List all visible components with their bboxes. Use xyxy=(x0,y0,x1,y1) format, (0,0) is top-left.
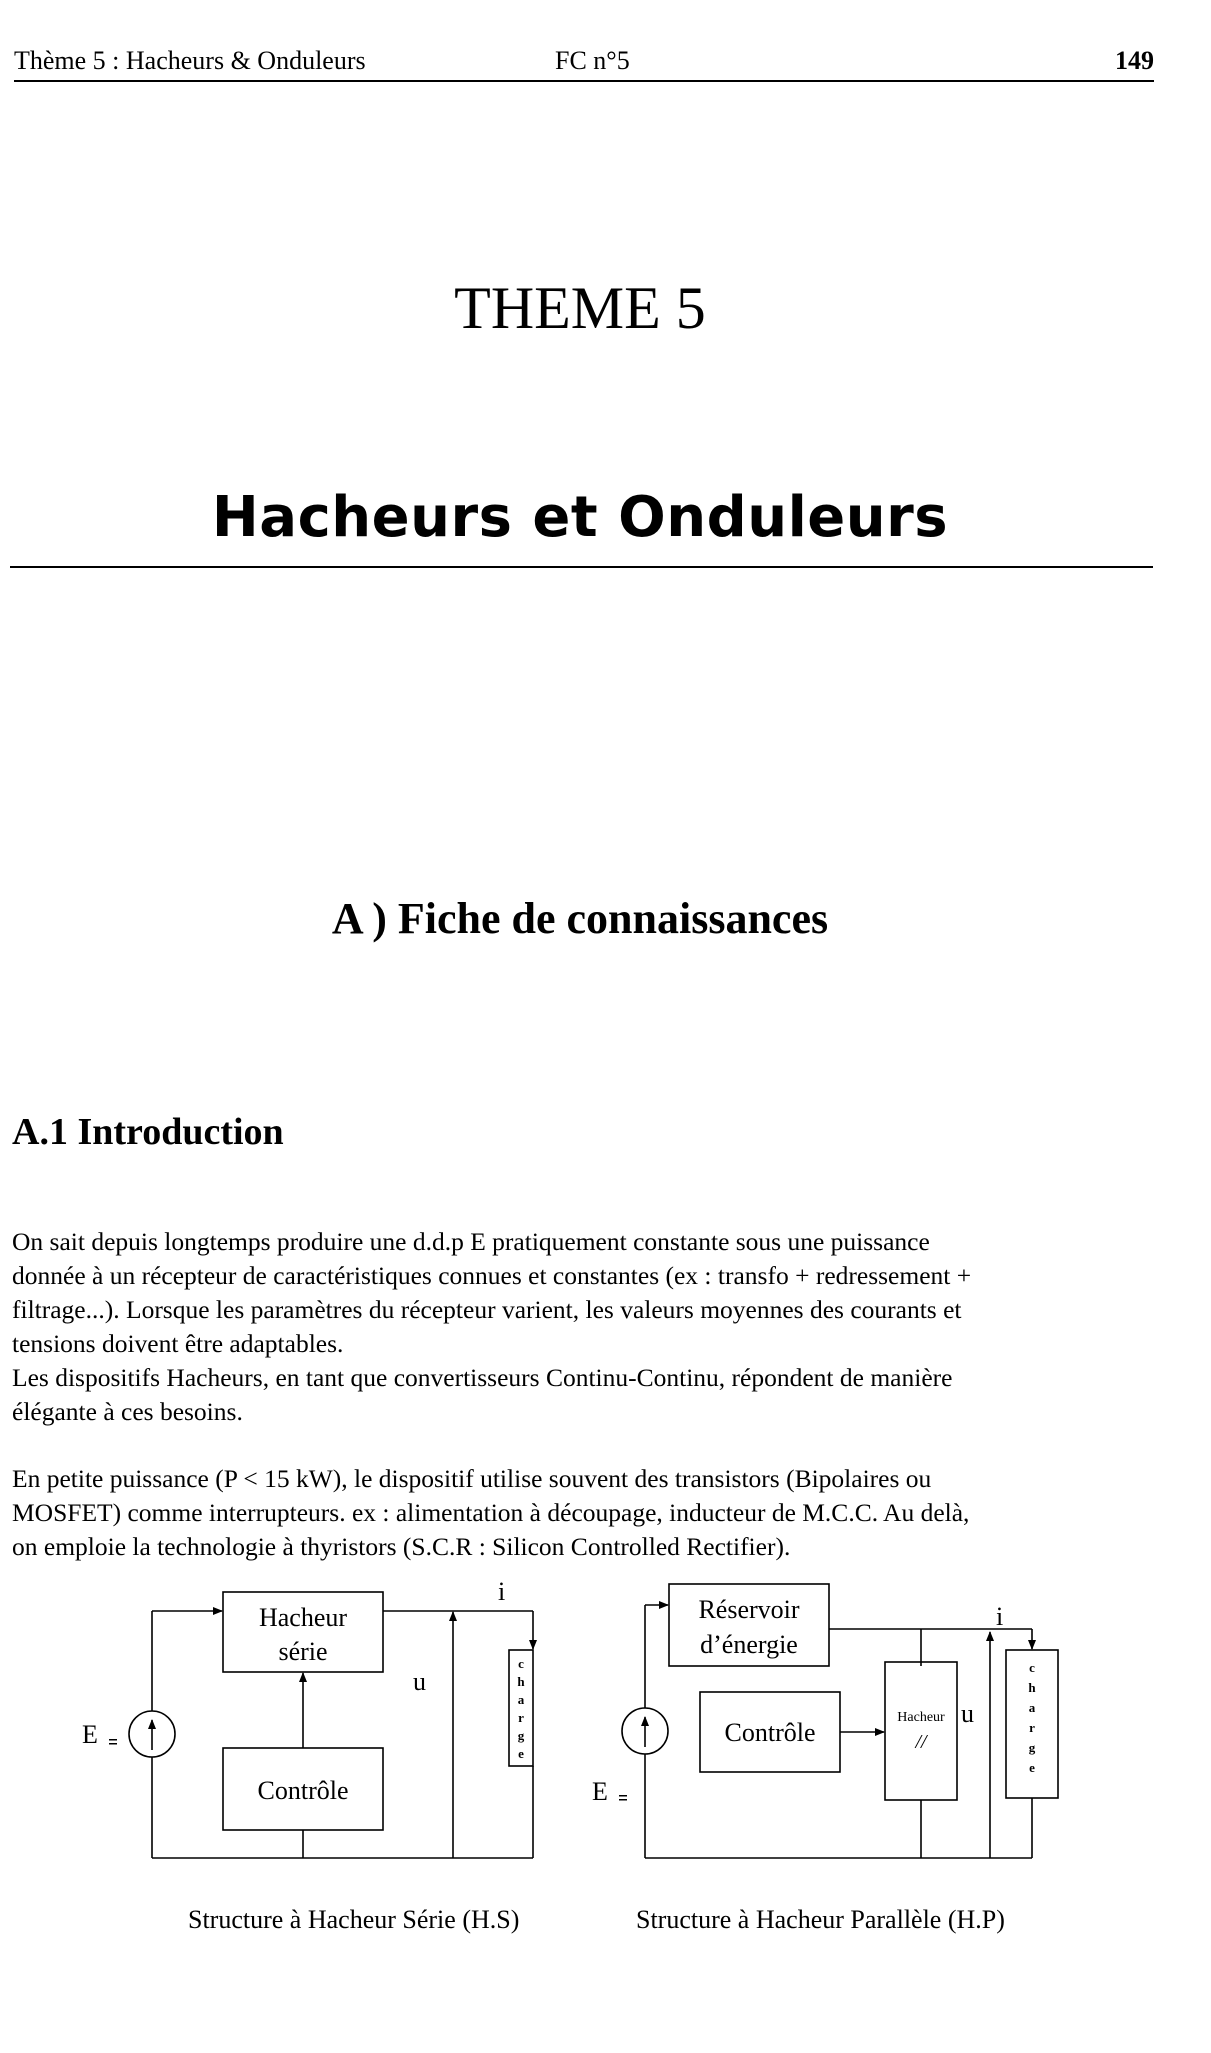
paragraph-line: on emploie la technologie à thyristors (S.C.R : Silicon Controlled Rectifier). xyxy=(12,1532,791,1561)
load-letter: c xyxy=(518,1656,524,1671)
paragraph-line: MOSFET) comme interrupteurs. ex : alimentation à découpage, inducteur de M.C.C. Au delà, xyxy=(12,1498,970,1527)
hacheur-parallele-label-1: Hacheur xyxy=(897,1710,945,1725)
load-letter: r xyxy=(1029,1720,1035,1735)
hacheur-serie-label-2: série xyxy=(278,1637,328,1666)
paragraph-line: tensions doivent être adaptables. xyxy=(12,1329,344,1358)
source-label-2: E xyxy=(592,1777,608,1806)
page-number: 149 xyxy=(1115,46,1154,75)
circuit-diagrams xyxy=(0,1580,1211,1980)
controle-label-2: Contrôle xyxy=(724,1718,816,1747)
voltage-label-2: u xyxy=(961,1699,974,1728)
reservoir-label-1: Réservoir xyxy=(698,1595,800,1624)
hacheur-serie-label-1: Hacheur xyxy=(258,1603,348,1632)
voltage-label: u xyxy=(413,1667,426,1696)
load-letter: h xyxy=(1028,1680,1036,1695)
load-letter: c xyxy=(1029,1660,1035,1675)
current-label-2: i xyxy=(996,1602,1004,1631)
load-letter: r xyxy=(518,1710,524,1725)
caption-hacheur-parallele: Structure à Hacheur Parallèle (H.P) xyxy=(636,1905,1005,1934)
controle-label: Contrôle xyxy=(257,1776,349,1805)
load-letter: g xyxy=(517,1728,525,1743)
header-chapter: Thème 5 : Hacheurs & Onduleurs xyxy=(14,46,366,75)
running-header xyxy=(14,44,1154,82)
section-title: A ) Fiche de connaissances xyxy=(331,894,829,943)
paragraph-line: filtrage...). Lorsque les paramètres du récepteur varient, les valeurs moyennes des courants et xyxy=(12,1295,962,1324)
paragraph-line: En petite puissance (P < 15 kW), le dispositif utilise souvent des transistors (Bipolaires ou xyxy=(12,1464,932,1493)
paragraph-line: On sait depuis longtemps produire une d.d.p E pratiquement constante sous une puissance xyxy=(12,1227,930,1256)
paragraph-line: Les dispositifs Hacheurs, en tant que convertisseurs Continu-Continu, répondent de manière xyxy=(12,1363,953,1392)
hacheur-parallele-label-2: // xyxy=(915,1731,927,1753)
load-letter: a xyxy=(1028,1700,1036,1715)
load-letter: e xyxy=(1029,1760,1035,1775)
diagram-hacheur-parallele xyxy=(622,1584,1058,1858)
caption-hacheur-serie: Structure à Hacheur Série (H.S) xyxy=(188,1905,520,1934)
paragraph-intro xyxy=(12,1225,1147,1429)
load-letter: a xyxy=(517,1692,525,1707)
paragraph-line: donnée à un récepteur de caractéristiques connues et constantes (ex : transfo + redressement + xyxy=(12,1261,972,1290)
current-label: i xyxy=(498,1580,506,1606)
main-title: Hacheurs et Onduleurs xyxy=(211,485,949,550)
theme-title: THEME 5 xyxy=(454,275,706,341)
subsection-title: A.1 Introduction xyxy=(12,1111,284,1153)
title-rule xyxy=(10,566,1153,568)
paragraph-line: élégante à ces besoins. xyxy=(12,1397,243,1426)
header-sheet: FC n°5 xyxy=(555,46,630,75)
load-letter: h xyxy=(517,1674,525,1689)
load-letter: g xyxy=(1028,1740,1036,1755)
source-label: E xyxy=(82,1720,98,1749)
load-letter: e xyxy=(518,1746,524,1761)
paragraph-power xyxy=(12,1462,1147,1564)
reservoir-label-2: d’énergie xyxy=(700,1630,798,1659)
